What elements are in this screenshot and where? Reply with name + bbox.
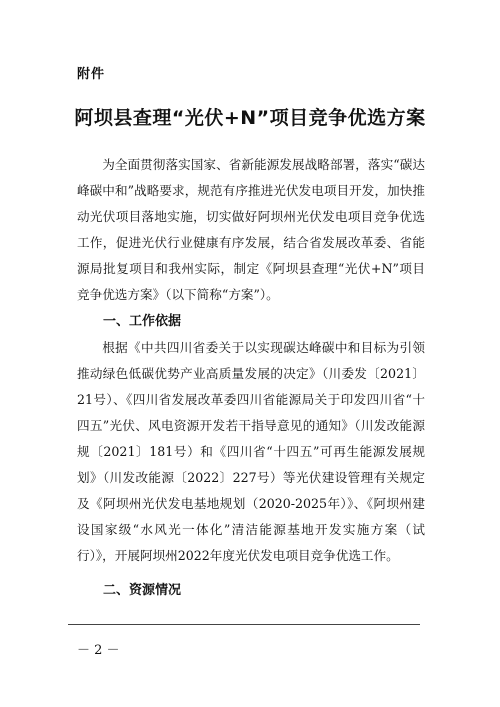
page-number: － 2 － xyxy=(77,643,120,658)
document-title: 阿坝县查理“光伏+N”项目竞争优选方案 xyxy=(74,107,426,129)
footer-divider xyxy=(68,624,420,625)
document-body xyxy=(77,152,425,604)
basis-paragraph: 根据《中共四川省委关于以实现碳达峰碳中和目标为引领推动绿色低碳优势产业高质量发展的决定》（川委发〔2021〕21号）、《四川省发展改革委四川省能源局关于印发四川省“十四五”光伏、风电资源开发若干指导意见的通知》（川发改能源规〔2021〕181号）和《四川省“十四五”可再生能源发展规划》（川发改能源〔2022〕227号）等光伏建设管理有关规定及《阿坝州光伏发电基地规划（2020-2025年）》、《阿坝州建设国家级“水风光一体化”清洁能源基地开发实施方案（试行）》，开展阿坝州2022年度光伏发电项目竞争优选工作。 xyxy=(77,339,425,564)
section-heading-work-basis: 一、工作依据 xyxy=(103,313,182,329)
section-heading-resources: 二、资源情况 xyxy=(103,582,182,598)
intro-paragraph: 为全面贯彻落实国家、省新能源发展战略部署，落实“碳达峰碳中和”战略要求，规范有序推进光伏发电项目开发，加快推动光伏项目落地实施，切实做好阿坝州光伏发电项目竞争优选工作，促进光伏行业健康有序发展，结合省发展改革委、省能源局批复项目和我州实际，制定《阿坝县查理“光伏+N”项目竞争优选方案》（以下简称“方案”）。 xyxy=(77,157,425,303)
attachment-label: 附件 xyxy=(77,67,106,82)
